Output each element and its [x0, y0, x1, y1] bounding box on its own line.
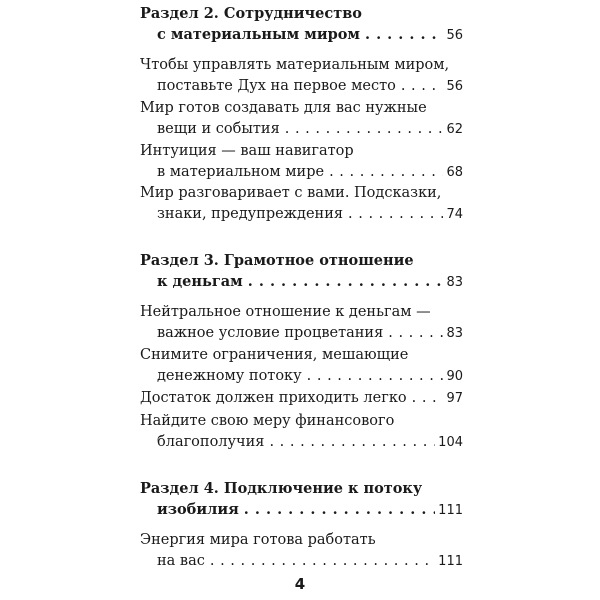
toc-entry[interactable] — [140, 98, 463, 140]
dot-leader — [388, 323, 443, 344]
entry-title: вещи и события — [157, 121, 280, 137]
section-title: Раздел 3. Грамотное отношение — [140, 252, 414, 269]
page-ref: 83 — [446, 326, 463, 341]
dot-leader — [244, 499, 435, 520]
toc-entry[interactable] — [140, 183, 463, 225]
dot-leader — [210, 551, 435, 572]
dot-leader — [269, 432, 435, 453]
entry-title: Снимите ограничения, мешающие — [140, 347, 409, 363]
dot-leader — [348, 204, 443, 225]
toc-entry[interactable] — [140, 388, 463, 409]
entry-title: Мир готов создавать для вас нужные — [140, 100, 427, 116]
section-title: Раздел 2. Сотрудничество — [140, 5, 362, 22]
entry-title: поставьте Дух на первое место — [157, 78, 396, 94]
page-ref: 56 — [446, 28, 463, 43]
dot-leader — [412, 388, 444, 409]
toc-entry[interactable] — [140, 55, 463, 97]
page-ref: 83 — [446, 275, 463, 290]
entry-title: Достаток должен приходить легко — [140, 390, 407, 406]
toc-section-3[interactable] — [140, 250, 463, 292]
toc-entry[interactable] — [140, 141, 463, 183]
dot-leader — [365, 24, 443, 45]
entry-title: Мир разговаривает с вами. Подсказки, — [140, 185, 442, 201]
entry-title: Чтобы управлять материальным миром, — [140, 57, 450, 73]
toc-entry[interactable] — [140, 411, 463, 453]
page-number: 4 — [294, 575, 306, 593]
page-ref: 97 — [446, 391, 463, 406]
entry-title: важное условие процветания — [157, 325, 384, 341]
entry-title: Найдите свою меру финансового — [140, 413, 395, 429]
entry-title: Энергия мира готова работать — [140, 532, 376, 548]
toc-entry[interactable] — [140, 345, 463, 387]
dot-leader — [248, 271, 444, 292]
entry-title: благополучия — [157, 434, 265, 450]
page-ref: 104 — [438, 435, 463, 450]
entry-title: Нейтральное отношение к деньгам — — [140, 304, 431, 320]
page-ref: 68 — [446, 165, 463, 180]
page-ref: 90 — [446, 369, 463, 384]
dot-leader — [307, 366, 444, 387]
dot-leader — [285, 119, 444, 140]
toc-section-4[interactable] — [140, 478, 463, 520]
toc-entry[interactable] — [140, 302, 463, 344]
toc-entry[interactable] — [140, 530, 463, 572]
page-ref: 62 — [446, 122, 463, 137]
page-ref: 74 — [446, 207, 463, 222]
entry-title: денежному потоку — [157, 368, 302, 384]
section-title: к деньгам — [157, 273, 243, 290]
entry-title: знаки, предупреждения — [157, 206, 344, 222]
entry-title: Интуиция — ваш навигатор — [140, 143, 354, 159]
page-ref: 111 — [438, 554, 463, 569]
dot-leader — [401, 76, 444, 97]
toc-section-2[interactable] — [140, 3, 463, 45]
page-ref: 111 — [438, 503, 463, 518]
dot-leader — [329, 162, 443, 183]
section-title: изобилия — [157, 501, 239, 518]
section-title: с материальным миром — [157, 26, 360, 43]
section-title: Раздел 4. Подключение к потоку — [140, 480, 423, 497]
entry-title: на вас — [157, 553, 205, 569]
entry-title: в материальном мире — [157, 164, 325, 180]
page-ref: 56 — [446, 79, 463, 94]
